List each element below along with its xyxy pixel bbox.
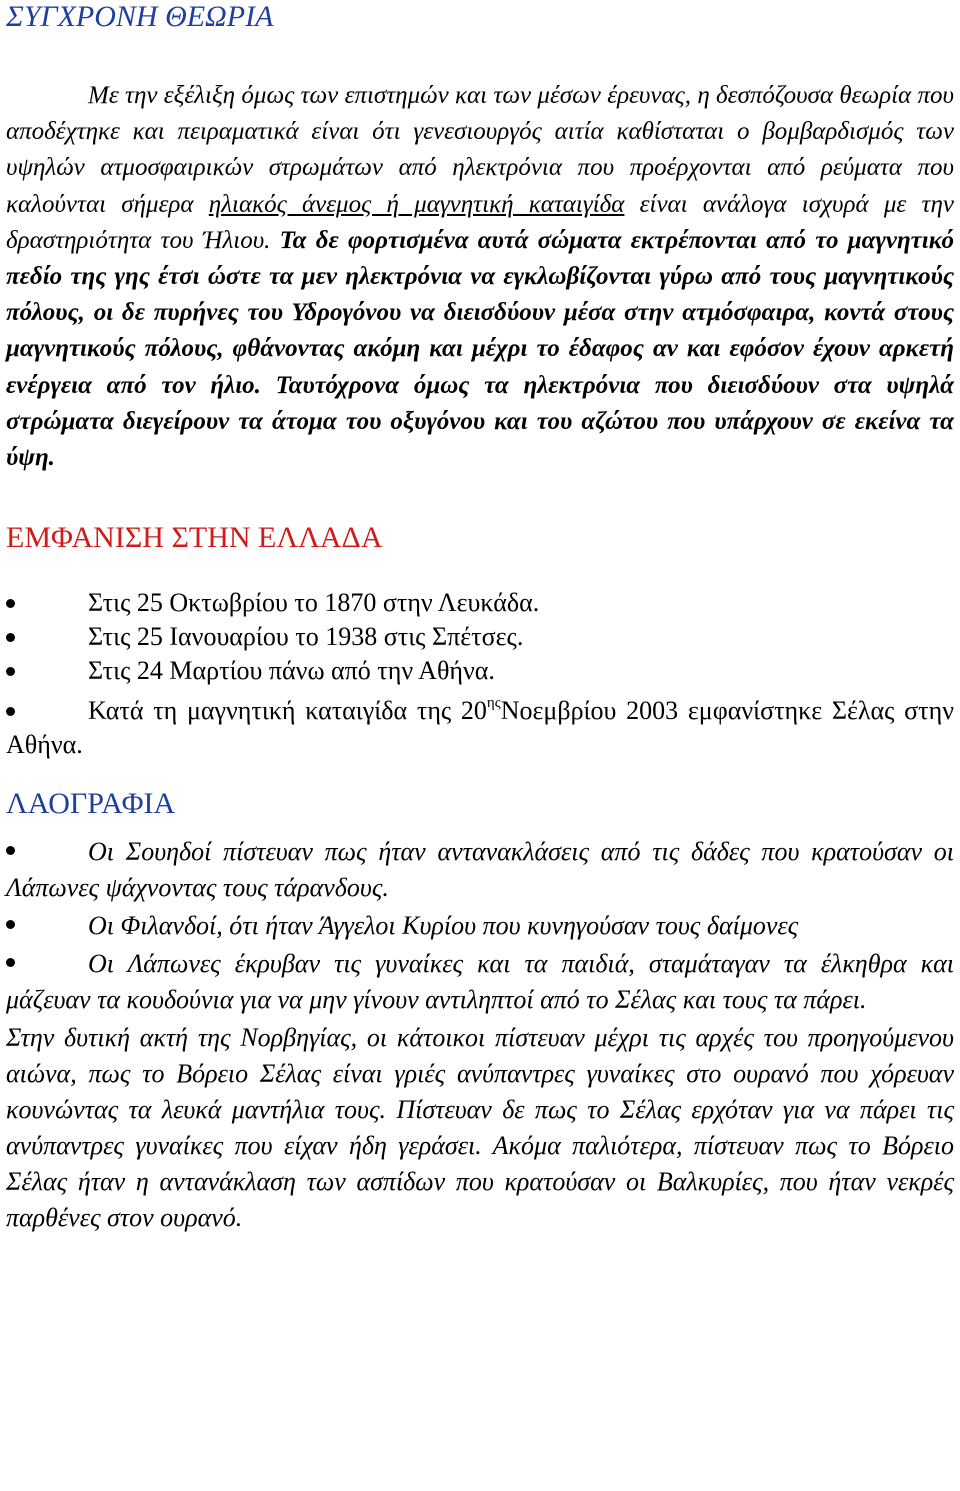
bullet-icon bbox=[6, 667, 15, 676]
intro-text-2: είναι ανάλογα ισχυρά με την δραστηριότητα του Ήλιου. bbox=[6, 190, 954, 254]
event-text-end: Νοεμβρίου 2003 εμφανίστηκε Σέλας στην Αθήνα. bbox=[6, 696, 954, 760]
folklore-text: Οι Φιλανδοί, ότι ήταν Άγγελοι Κυρίου που κυνηγούσαν τους δαίμονες bbox=[88, 911, 799, 941]
bullet-icon bbox=[6, 633, 15, 642]
bullet-icon bbox=[6, 958, 15, 967]
event-text: Στις 25 Ιανουαρίου το 1938 στις Σπέτσες. bbox=[88, 622, 524, 652]
bullet-icon bbox=[6, 707, 15, 716]
greece-heading: ΕΜΦΑΝΙΣΗ ΣΤΗΝ ΕΛΛΑΔΑ bbox=[6, 521, 383, 555]
folklore-text: Οι Λάπωνες έκρυβαν τις γυναίκες και τα παιδιά, σταμάταγαν τα έλκηθρα και μάζευαν τα κουδούνια για να μην γίνουν αντιληπτοί από το Σέλας και τους τα πάρει. bbox=[6, 949, 954, 1015]
intro-bold-text: Τα δε φορτισμένα αυτά σώματα εκτρέπονται από το μαγνητικό πεδίο της γης έτσι ώστε τα μεν ηλεκτρόνια να εγκλωβίζονται γύρω από τους μαγνητικούς πόλους, οι δε πυρήνες του Υδρογόνου να διεισδύουν μέσα στην ατμόσφαιρα, κοντά στους μαγνητικούς πόλους, φθάνοντας ακόμη και μέχρι το έδαφος αν και εφόσον έχουν αρκετή ενέργεια από τον ήλιο. Ταυτόχρονα όμως τα ηλεκτρόνια που διεισδύουν στα υψηλά στρώματα διεγείρουν τα άτομα του οξυγόνου και του αζώτου που υπάρχουν σε εκείνα τα ύψη. bbox=[6, 226, 954, 472]
bullet-icon bbox=[6, 599, 15, 608]
list-item bbox=[6, 908, 954, 944]
list-item bbox=[6, 620, 954, 654]
ordinal-suffix: ης bbox=[486, 695, 501, 712]
event-text-start: Κατά τη μαγνητική καταιγίδα της 20 bbox=[88, 696, 487, 726]
folklore-heading: ΛΑΟΓΡΑΦΙΑ bbox=[6, 787, 176, 821]
document-page bbox=[6, 0, 954, 1236]
list-item bbox=[6, 586, 954, 620]
greece-events-list bbox=[6, 586, 954, 762]
intro-text-1: Με την εξέλιξη όμως των επιστημών και των μέσων έρευνας, η δεσπόζουσα θεωρία που αποδέχτηκε και πειραματικά είναι ότι γενεσιουργός αιτία καθίσταται ο βομβαρδισμός των υψηλών ατμοσφαιρικών στρωμάτων από ηλεκτρόνια που προέρχονται από ρεύματα που καλούνται σήμερα bbox=[6, 82, 954, 218]
folklore-list bbox=[6, 834, 954, 1018]
list-item bbox=[6, 834, 954, 906]
event-text: Στις 25 Οκτωβρίου το 1870 στην Λευκάδα. bbox=[88, 588, 540, 618]
list-item bbox=[6, 946, 954, 1018]
bullet-icon bbox=[6, 920, 15, 929]
event-text: Στις 24 Μαρτίου πάνω από την Αθήνα. bbox=[88, 656, 495, 686]
page-title: ΣΥΓΧΡΟΝΗ ΘΕΩΡΙΑ bbox=[6, 0, 274, 33]
intro-paragraph bbox=[6, 78, 954, 476]
list-item bbox=[6, 654, 954, 688]
list-item bbox=[6, 694, 954, 762]
intro-underlined-text: ηλιακός άνεμος ή μαγνητική καταιγίδα bbox=[208, 190, 625, 218]
folklore-text: Οι Σουηδοί πίστευαν πως ήταν αντανακλάσεις από τις δάδες που κρατούσαν οι Λάπωνες ψάχνοντας τους τάρανδους. bbox=[6, 837, 954, 903]
closing-paragraph: Στην δυτική ακτή της Νορβηγίας, οι κάτοικοι πίστευαν μέχρι τις αρχές του προηγούμενου αιώνα, πως το Βόρειο Σέλας είναι γριές ανύπαντρες γυναίκες στο ουρανό που χόρευαν κουνώντας τα λευκά μαντήλια τους. Πίστευαν δε πως το Σέλας ερχόταν για να πάρει τις ανύπαντρες γυναίκες που είχαν ήδη γεράσει. Ακόμα παλιότερα, πίστευαν πως το Βόρειο Σέλας ήταν η αντανάκλαση των ασπίδων που κρατούσαν οι Βαλκυρίες, που ήταν νεκρές παρθένες στον ουρανό. bbox=[6, 1023, 954, 1233]
bullet-icon bbox=[6, 846, 15, 855]
